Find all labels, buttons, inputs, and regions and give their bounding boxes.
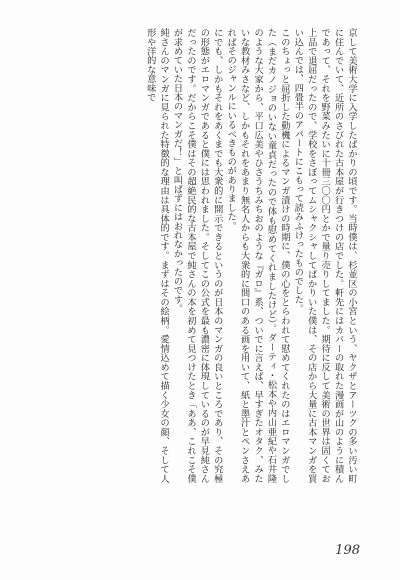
paragraph: 純さんのマンガに見られた特徴的な理由は具体的です。まずはその絵柄。愛情込めて描く少女の顔、そして人形や洋的な意味で: [144, 28, 170, 483]
vertical-text-body: [58, 28, 358, 483]
paragraph: 京して美術大学に入学したばかりの頃です。当時僕は、杉並区の小宮という、ヤクザとアーツクの多い汚い町に住んでいて、近所のさびれた古本屋が行きつけの店でした。軒先にはカバーの取れた漫画が山のように積んであって、それを野菜みたいに十冊三〇〇円とかで量り売りしてました。期待に反して美術の世界は固くてお上品で退屈だったので、学校をさぼってムシャクシャしてばかりいた僕は、その店から大量に古本マンガを買い込んでは、四畳半のアパートにこもって読みふけったものでした。: [292, 28, 357, 483]
page-number: 198: [335, 543, 360, 558]
paragraph: このちょっと屈折した動機によるマンガ漬けの時期に、僕の心をとらわれて慰めてくれたのはエロマンガでした（まだカノジョのいない童貞だったので体も慰めてくれましたけど）。ダーティ・松本や内山亜紀や石井隆のような大家から、平口広美やひさうちみちおのような『ガロ』系、ついでに言えば、早すぎたオタク、みたいな教材みさなど、しかもそれをあまり無名人からも大衆的に間口のある画を用いて、紙と墨汁とペンさえあればそのジャンルにいるべきものがありました。: [225, 28, 290, 483]
paragraph: にでも、しかもそれをあくまでも大衆的に開示できるというのが日本のマンガの良いところであり、その究極の形態がエロマンガであると僕には思われました。そしてこの公式を最も濃密に体現しているのが早見純さんだったのです。だからこそ僕はその超絶民的な古本屋で純さんの本を初めて見つけたとき「ああ、これこそ僕が求めていた日本のマンガだ！」と叫ばずにはおれなかったのです。: [171, 28, 223, 483]
